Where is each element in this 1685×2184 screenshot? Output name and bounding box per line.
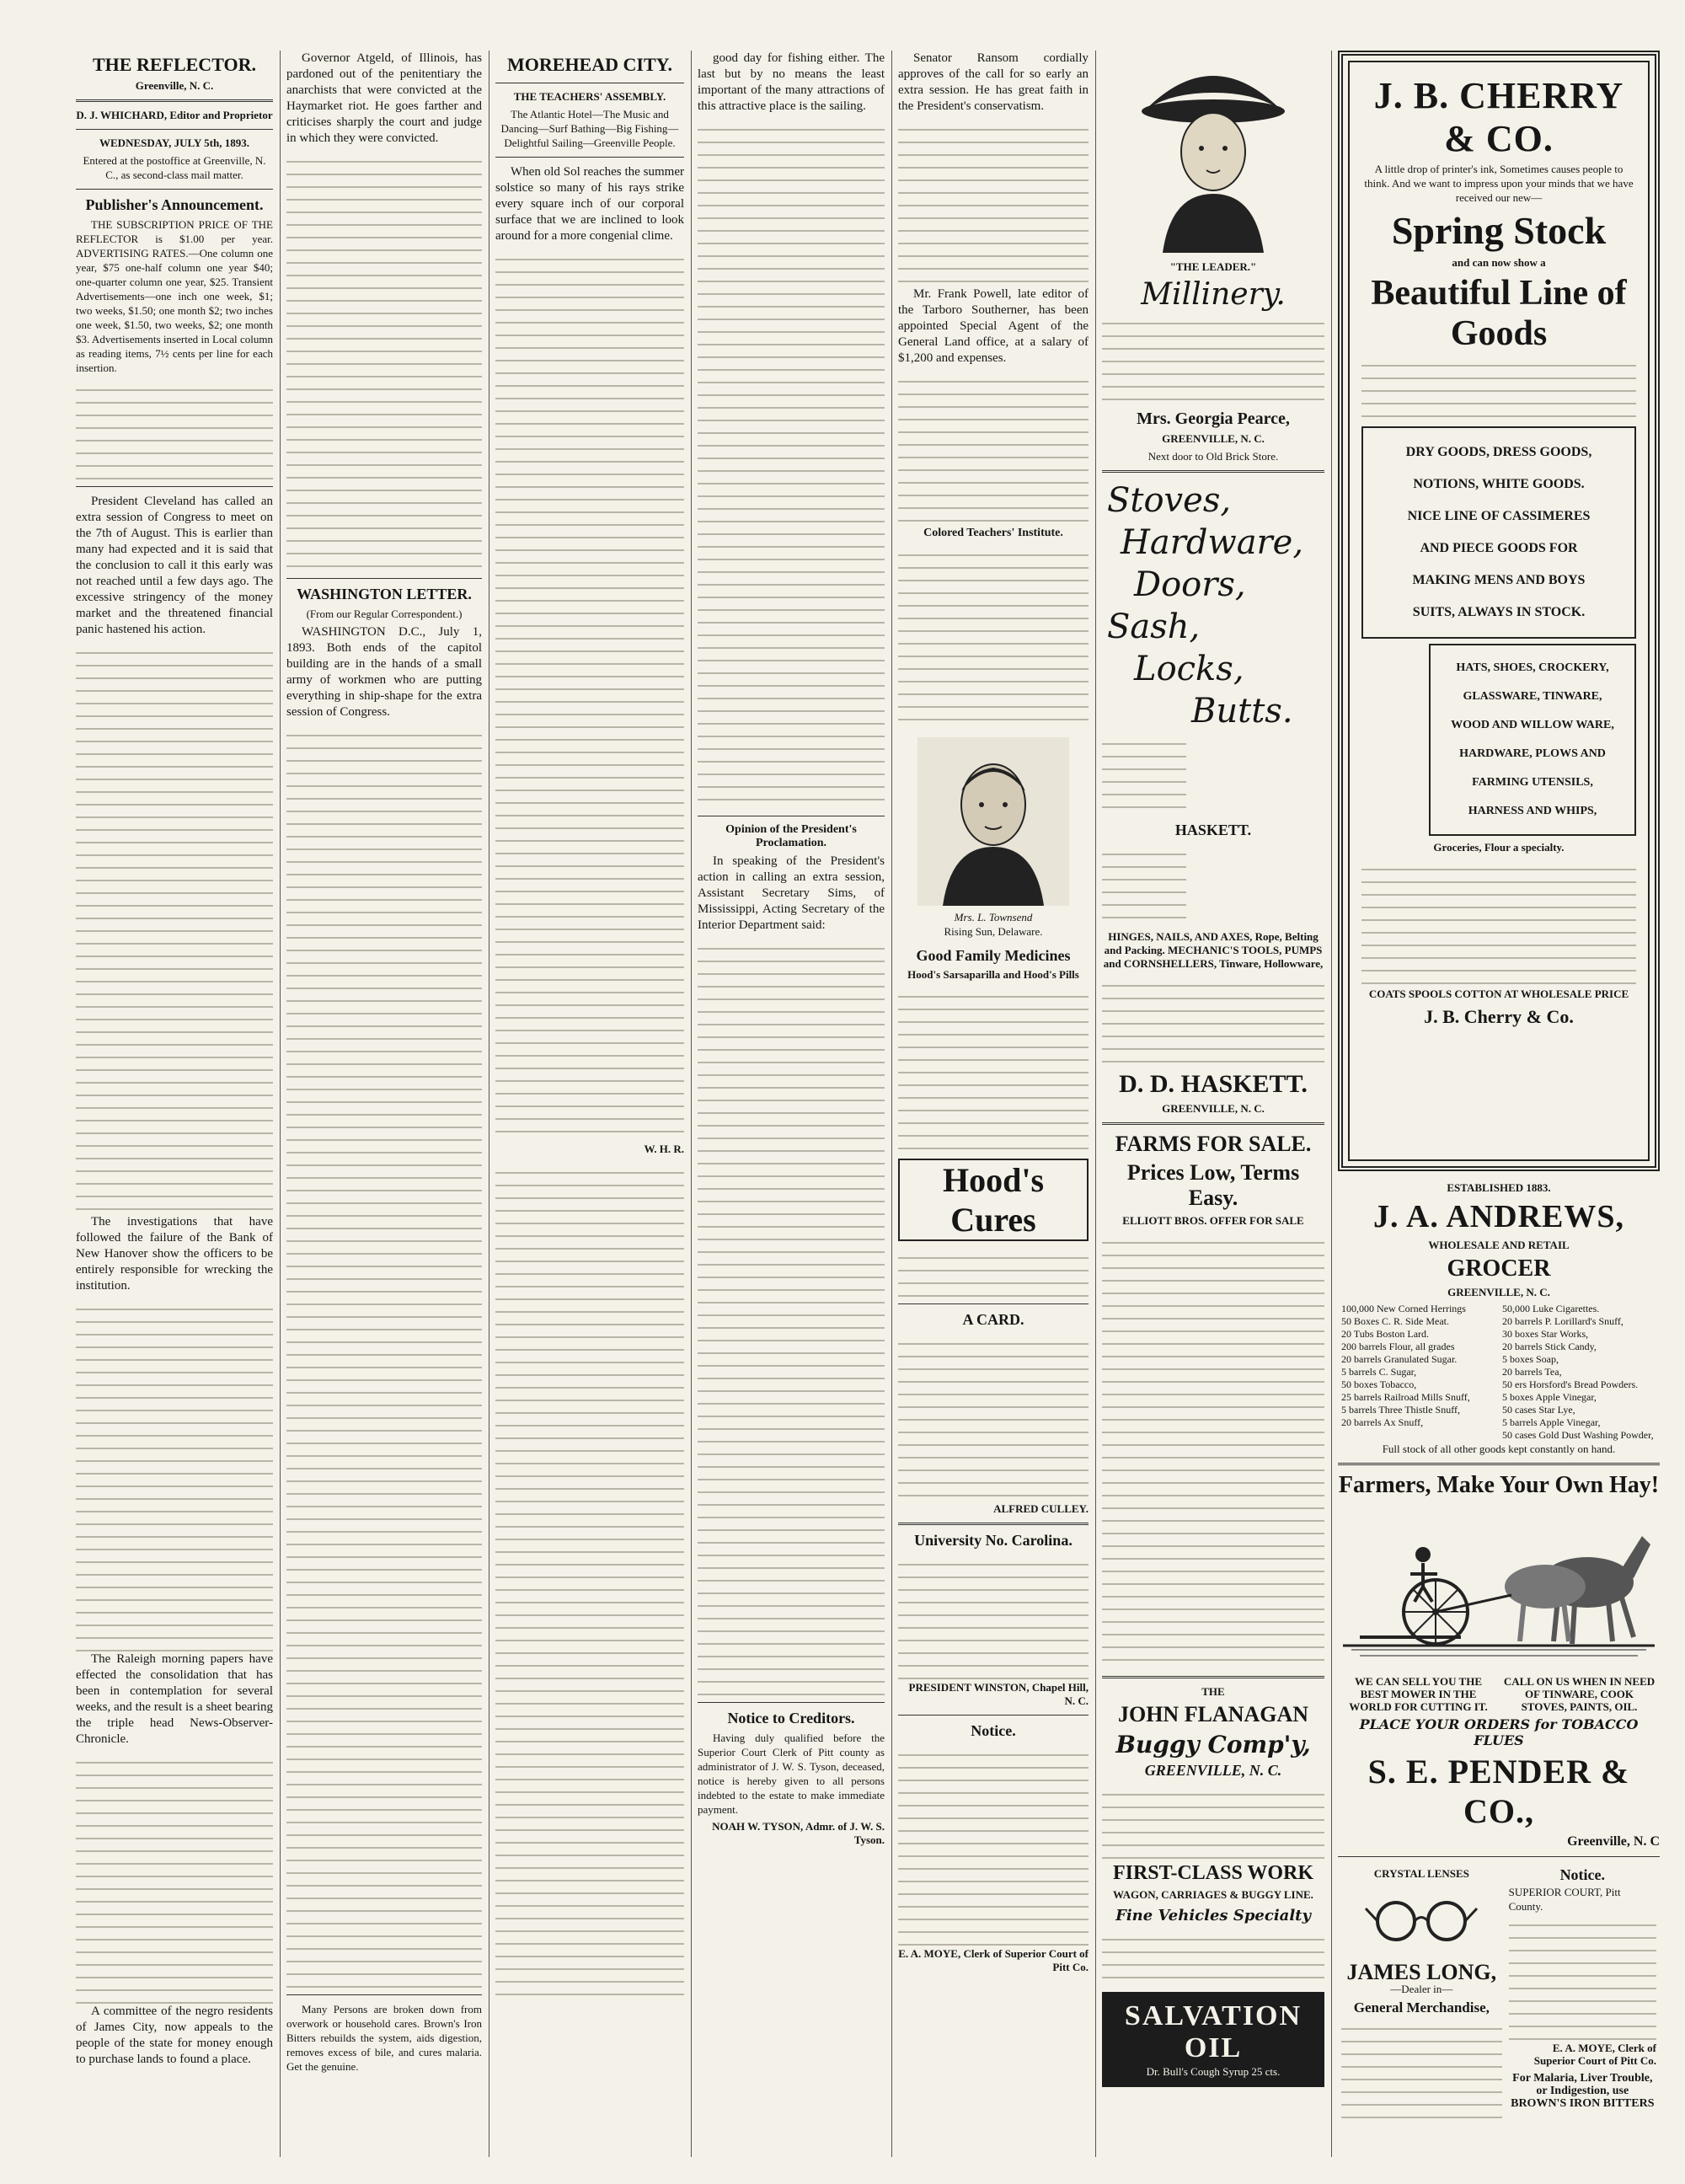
hinges-text: HINGES, NAILS, AND AXES, Rope, Belting and Packing. MECHANIC'S TOOLS, PUMPS and CORNSHELLERS, Tinware, Hollowware, xyxy=(1103,930,1324,970)
stock-item: 50 Boxes C. R. Side Meat. xyxy=(1341,1315,1449,1327)
horse-mower-illustration xyxy=(1343,1502,1655,1671)
stock-item: 50 boxes Tobacco, xyxy=(1341,1378,1417,1390)
stock-item: 5 boxes Apple Vinegar, xyxy=(1502,1391,1597,1403)
notice-heading-right: Notice. xyxy=(1559,1866,1606,1883)
stoves-line: Stoves, xyxy=(1107,481,1232,520)
stock-item: 20 barrels Stick Candy, xyxy=(1502,1341,1597,1352)
column-7 xyxy=(1338,51,1660,2157)
hats-box xyxy=(1429,644,1636,836)
creditors-signature: NOAH W. TYSON, Admr. of J. W. S. Tyson. xyxy=(712,1820,885,1846)
text-block xyxy=(76,1751,273,2004)
goods-line: NOTIONS, WHITE GOODS. xyxy=(1413,477,1585,491)
malaria-ad: For Malaria, Liver Trouble, or Indigestion, use BROWN'S IRON BITTERS xyxy=(1511,2072,1655,2110)
text-block xyxy=(1102,974,1324,1067)
masthead-entry: Entered at the postoffice at Greenville, N. C., as second-class mail matter. xyxy=(83,154,266,181)
morehead-text: When old Sol reaches the summer solstice so many of his rays strike every square inch of our corporal surface that we are inclined to look around for a more congenial clime. xyxy=(495,165,684,243)
text-block xyxy=(1341,2017,1502,2118)
salvation-oil-sub: Dr. Bull's Cough Syrup 25 cts. xyxy=(1146,2065,1281,2078)
spring-stock: Spring Stock xyxy=(1391,209,1607,252)
text-block xyxy=(698,118,885,809)
newspaper-page xyxy=(76,51,1660,2157)
ransom-text: Senator Ransom cordially approves of the call for so early an extra session. He has great faith in the President's conservatism. xyxy=(898,51,1089,113)
mower-illustration xyxy=(1338,1502,1660,1675)
elliott-heading: ELLIOTT BROS. OFFER FOR SALE xyxy=(1122,1214,1304,1227)
coats-line: COATS SPOOLS COTTON AT WHOLESALE PRICE xyxy=(1368,988,1629,1000)
text-block xyxy=(1102,843,1186,927)
text-block xyxy=(898,1246,1089,1297)
opinion-heading: Opinion of the President's Proclamation. xyxy=(725,823,857,849)
column-rule xyxy=(1331,51,1332,2157)
text-block xyxy=(898,1332,1089,1501)
haskett-place: GREENVILLE, N. C. xyxy=(1162,1102,1265,1115)
flanagan-company: Buggy Comp'y, xyxy=(1115,1731,1311,1758)
stoves-ad xyxy=(1102,479,1324,732)
creditors-text: Having duly qualified before the Superior Court Clerk of Pitt county as administrator of J. W. S. Tyson, deceased, notice is hereby given to all persons indebted to the estate to make immediate payment. xyxy=(698,1732,885,1816)
stock-item: 5 barrels Apple Vinegar, xyxy=(1502,1416,1601,1428)
stoves-line: Hardware, xyxy=(1121,523,1304,562)
general-merchandise: General Merchandise, xyxy=(1353,1999,1490,2015)
hats-line: WOOD AND WILLOW WARE, xyxy=(1451,719,1614,731)
publisher-heading: Publisher's Announcement. xyxy=(85,196,264,213)
lower-ads xyxy=(1338,1864,1660,2118)
salvation-oil-logo: SALVATION OIL xyxy=(1124,2000,1303,2064)
dealer-in: —Dealer in— xyxy=(1390,1983,1453,1995)
text-block xyxy=(898,1743,1089,1946)
stock-item: 50 cases Gold Dust Washing Powder, xyxy=(1502,1429,1654,1441)
flanagan-name: JOHN FLANAGAN xyxy=(1117,1702,1309,1726)
stoves-line: Sash, xyxy=(1107,608,1201,646)
text-block xyxy=(76,641,273,1214)
andrews-left-list xyxy=(1338,1303,1499,1442)
text-block xyxy=(286,724,482,1988)
dry-goods-box xyxy=(1361,426,1636,639)
beautiful-goods: Beautiful Line of Goods xyxy=(1371,274,1627,353)
goods-line: MAKING MENS AND BOYS xyxy=(1412,573,1586,587)
text-block xyxy=(1102,312,1324,404)
andrews-name: J. A. ANDREWS, xyxy=(1373,1199,1624,1234)
portrait-caption-place: Rising Sun, Delaware. xyxy=(944,925,1043,938)
townsend-portrait xyxy=(898,737,1089,939)
washington-heading: WASHINGTON LETTER. xyxy=(297,586,472,602)
mower-right: CALL ON US WHEN IN NEED OF TINWARE, COOK STOVES, PAINTS, OIL. xyxy=(1503,1675,1656,1713)
mower-table xyxy=(1338,1675,1660,1713)
stock-item: 20 barrels Ax Snuff, xyxy=(1341,1416,1424,1428)
column-2 xyxy=(286,51,482,2157)
masthead-date: WEDNESDAY, JULY 5th, 1893. xyxy=(99,136,249,149)
column-rule xyxy=(1095,51,1096,2157)
stock-item: 5 boxes Soap, xyxy=(1502,1353,1559,1365)
text-block xyxy=(898,543,1089,729)
article-james-city: A committee of the negro residents of James City, now appeals to the people of the state for money enough to purchase lands to found a place. xyxy=(76,2005,273,2066)
text-block xyxy=(286,150,482,571)
column-4 xyxy=(698,51,885,2157)
text-block xyxy=(1361,354,1636,421)
stock-item: 5 barrels Three Thistle Snuff, xyxy=(1341,1404,1460,1416)
stock-item: 25 barrels Railroad Mills Snuff, xyxy=(1341,1391,1470,1403)
cherry-title: J. B. CHERRY & CO. xyxy=(1373,75,1624,159)
hats-line: FARMING UTENSILS, xyxy=(1472,776,1593,789)
masthead-editor: D. J. WHICHARD, Editor and Proprietor xyxy=(76,109,273,121)
james-long: JAMES LONG, xyxy=(1346,1960,1497,1984)
andrews-wholesale: WHOLESALE AND RETAIL xyxy=(1428,1239,1570,1251)
card-heading: A CARD. xyxy=(962,1311,1024,1328)
groceries-line: Groceries, Flour a specialty. xyxy=(1433,841,1565,854)
stock-item: 50,000 Luke Cigarettes. xyxy=(1502,1303,1600,1314)
flanagan-the: THE xyxy=(1201,1685,1225,1698)
stock-item: 5 barrels C. Sugar, xyxy=(1341,1366,1417,1378)
publisher-text: THE SUBSCRIPTION PRICE OF THE REFLECTOR is $1.00 per year. ADVERTISING RATES.—One column one year, $75 one-half column one year $40; one-quarter column one year, $25. Transient Advertisements—one inch one week, $1; two weeks, $1.50; one month $2; two inches one week, $1.50, two weeks, $2; one month $3. Advertisements inserted in Local column as reading items, 7½ cents per line for each insertion. xyxy=(76,218,273,374)
text-block xyxy=(898,118,1089,286)
flanagan-place: GREENVILLE, N. C. xyxy=(1144,1762,1282,1779)
cherry-ad xyxy=(1338,51,1660,1171)
millinery-heading: Millinery. xyxy=(1141,277,1286,312)
first-class-work: FIRST-CLASS WORK xyxy=(1112,1862,1314,1884)
text-block xyxy=(898,985,1089,1154)
article-cleveland: President Cleveland has called an extra session of Congress to meet on the 7th of August. This is earlier than many had expected and it is said that the conclusion to call it this early was not reached until a few days ago. The excessive stringency of the money market and the threatened financial panic hastened his action. xyxy=(76,495,273,636)
university-heading: University No. Carolina. xyxy=(914,1532,1073,1549)
stock-item: 20 barrels Tea, xyxy=(1502,1366,1562,1378)
stoves-line: Locks, xyxy=(1134,650,1244,688)
text-block xyxy=(1102,732,1186,816)
haskett-name: D. D. HASKETT. xyxy=(1119,1070,1308,1098)
cherry-footer: J. B. Cherry & Co. xyxy=(1424,1006,1574,1027)
text-block xyxy=(898,370,1089,522)
stock-item: 100,000 New Corned Herrings xyxy=(1341,1303,1466,1314)
text-block xyxy=(495,1161,684,2004)
pearce-place: GREENVILLE, N. C. xyxy=(1162,432,1265,445)
hats-line: HARNESS AND WHIPS, xyxy=(1468,805,1597,817)
column-rule xyxy=(691,51,692,2157)
stock-item: 30 boxes Star Works, xyxy=(1502,1328,1589,1340)
column-5 xyxy=(898,51,1089,2157)
hoods-logo: Hood's Cures xyxy=(898,1159,1089,1241)
stock-item: 200 barrels Flour, all grades xyxy=(1341,1341,1455,1352)
article-bank: The investigations that have followed the failure of the Bank of New Hanover show the officers to be entirely responsible for wrecking the institution. xyxy=(76,1215,273,1293)
andrews-footer: Full stock of all other goods kept constantly on hand. xyxy=(1382,1443,1616,1455)
cherry-intro: A little drop of printer's ink, Sometimes causes people to think. And we want to impress upon your minds that we have received our new— xyxy=(1364,163,1634,204)
notice-court: SUPERIOR COURT, Pitt County. xyxy=(1508,1886,1621,1913)
column-6 xyxy=(1102,51,1324,2157)
pender-name: S. E. PENDER & CO., xyxy=(1367,1753,1630,1830)
goods-line: NICE LINE OF CASSIMERES xyxy=(1407,509,1591,523)
cherry-show: and can now show a xyxy=(1452,256,1546,269)
tobacco-flues: PLACE YOUR ORDERS for TOBACCO FLUES xyxy=(1359,1716,1639,1748)
creditors-heading: Notice to Creditors. xyxy=(727,1710,855,1726)
mower-left: WE CAN SELL YOU THE BEST MOWER IN THE WORLD FOR CUTTING IT. xyxy=(1349,1675,1488,1713)
portrait-illustration xyxy=(917,737,1069,906)
prices-line: Prices Low, Terms Easy. xyxy=(1126,1160,1300,1210)
stoves-line: Butts. xyxy=(1191,692,1293,731)
text-block xyxy=(698,937,885,1695)
masthead-title: THE REFLECTOR. xyxy=(93,54,256,75)
wagon-line: WAGON, CARRIAGES & BUGGY LINE. xyxy=(1113,1888,1313,1901)
stock-item: 20 barrels P. Lorillard's Snuff, xyxy=(1502,1315,1623,1327)
haskett-mid: HASKETT. xyxy=(1174,822,1252,838)
teachers-assembly: THE TEACHERS' ASSEMBLY. xyxy=(513,90,666,103)
crystal-lenses: CRYSTAL LENSES xyxy=(1373,1867,1469,1880)
notice-ad xyxy=(1506,1864,1660,2118)
fishing-text: good day for fishing either. The last but by no means the least important of the many attractions of this attractive place is the sailing. xyxy=(698,51,885,113)
text-block xyxy=(76,1298,273,1651)
stock-item: 50 ers Horsford's Bread Powders. xyxy=(1502,1378,1639,1390)
hay-heading: Farmers, Make Your Own Hay! xyxy=(1338,1472,1660,1498)
washington-text: WASHINGTON D.C., July 1, 1893. Both ends of the capitol building are in the hands of a small army of workmen who are putting everything in ship-shape for the extra session of Congress. xyxy=(286,625,482,719)
text-block xyxy=(495,248,684,1141)
morehead-signature: W. H. R. xyxy=(644,1143,684,1155)
washington-sub: (From our Regular Correspondent.) xyxy=(306,608,463,620)
pender-place: Greenville, N. C xyxy=(1567,1834,1660,1849)
colored-teachers-heading: Colored Teachers' Institute. xyxy=(923,527,1063,539)
text-block xyxy=(1102,1783,1324,1859)
farms-heading: FARMS FOR SALE. xyxy=(1115,1132,1312,1156)
text-block xyxy=(898,1553,1089,1679)
leader-caption: "THE LEADER." xyxy=(1169,260,1257,273)
andrews-grocer: GROCER xyxy=(1447,1255,1551,1282)
notice-signature: E. A. MOYE, Clerk of Superior Court of Pitt Co. xyxy=(898,1947,1089,1973)
text-block xyxy=(76,378,273,479)
text-block xyxy=(1102,1928,1324,1987)
pearce-name: Mrs. Georgia Pearce, xyxy=(1137,410,1290,428)
column-rule xyxy=(891,51,892,2157)
hats-line: HATS, SHOES, CROCKERY, xyxy=(1456,661,1609,674)
notice-signature-right: E. A. MOYE, Clerk of Superior Court of Pitt Co. xyxy=(1533,2042,1656,2067)
hats-line: GLASSWARE, TINWARE, xyxy=(1463,690,1602,703)
goods-line: AND PIECE GOODS FOR xyxy=(1420,541,1578,555)
fine-vehicles: Fine Vehicles Specialty xyxy=(1115,1907,1311,1924)
james-long-ad xyxy=(1338,1864,1506,2118)
established-line: ESTABLISHED 1883. xyxy=(1447,1181,1551,1194)
andrews-place: GREENVILLE, N. C. xyxy=(1447,1286,1550,1298)
stock-item: 20 barrels Granulated Sugar. xyxy=(1341,1353,1458,1365)
morehead-heading: MOREHEAD CITY. xyxy=(507,54,672,75)
goods-line: SUITS, ALWAYS IN STOCK. xyxy=(1412,605,1586,619)
andrews-right-list xyxy=(1499,1303,1660,1442)
bitters-ad: Many Persons are broken down from overwork or household cares. Brown's Iron Bitters rebuilds the system, aids digestion, removes excess of bile, and cures malaria. Get the genuine. xyxy=(286,2003,482,2073)
portrait-caption: Mrs. L. Townsend xyxy=(954,911,1033,923)
eyeglasses-illustration xyxy=(1362,1883,1480,1959)
stoves-line: Doors, xyxy=(1134,565,1246,604)
pearce-next: Next door to Old Brick Store. xyxy=(1147,450,1279,463)
column-rule xyxy=(280,51,281,2157)
article-raleigh: The Raleigh morning papers have effected the consolidation that has been in contemplation for several weeks, and the result is a sheet bearing the triple head News-Observer-Chronicle. xyxy=(76,1652,273,1746)
hat-woman-illustration xyxy=(1129,51,1297,253)
notice-heading: Notice. xyxy=(971,1722,1016,1739)
powell-text: Mr. Frank Powell, late editor of the Tarboro Southerner, has been appointed Special Agent of the General Land office, at a salary of $1,200 and expenses. xyxy=(898,287,1089,365)
andrews-stock-table xyxy=(1338,1303,1660,1442)
salvation-oil-ad xyxy=(1102,1992,1324,2087)
university-signature: PRESIDENT WINSTON, Chapel Hill, N. C. xyxy=(908,1681,1089,1707)
column-1 xyxy=(76,51,273,2157)
medicine-sub: Hood's Sarsaparilla and Hood's Pills xyxy=(907,968,1079,981)
text-block xyxy=(1102,1231,1324,1669)
column-3 xyxy=(495,51,684,2157)
hats-line: HARDWARE, PLOWS AND xyxy=(1459,747,1606,760)
leader-illustration xyxy=(1102,51,1324,312)
medicine-heading: Good Family Medicines xyxy=(916,947,1071,964)
goods-line: DRY GOODS, DRESS GOODS, xyxy=(1405,445,1592,459)
text-block xyxy=(1509,1914,1656,2040)
card-signature: ALFRED CULLEY. xyxy=(993,1502,1089,1515)
article-atgeld: Governor Atgeld, of Illinois, has pardoned out of the penitentiary the anarchists that were convicted at the Haymarket riot. He goes farther and criticises sharply the court and judge in which they were convicted. xyxy=(286,51,482,145)
morehead-deck: The Atlantic Hotel—The Music and Dancing—Surf Bathing—Big Fishing—Delightful Sailing—Greenville People. xyxy=(500,108,679,149)
stock-item: 20 Tubs Boston Lard. xyxy=(1341,1328,1430,1340)
stock-item: 50 cases Star Lye, xyxy=(1502,1404,1575,1416)
text-block xyxy=(1361,858,1636,984)
masthead-place: Greenville, N. C. xyxy=(135,79,214,92)
opinion-text: In speaking of the President's action in calling an extra session, Assistant Secretary Sims, of Mississippi, Acting Secretary of the Interior Department said: xyxy=(698,854,885,932)
